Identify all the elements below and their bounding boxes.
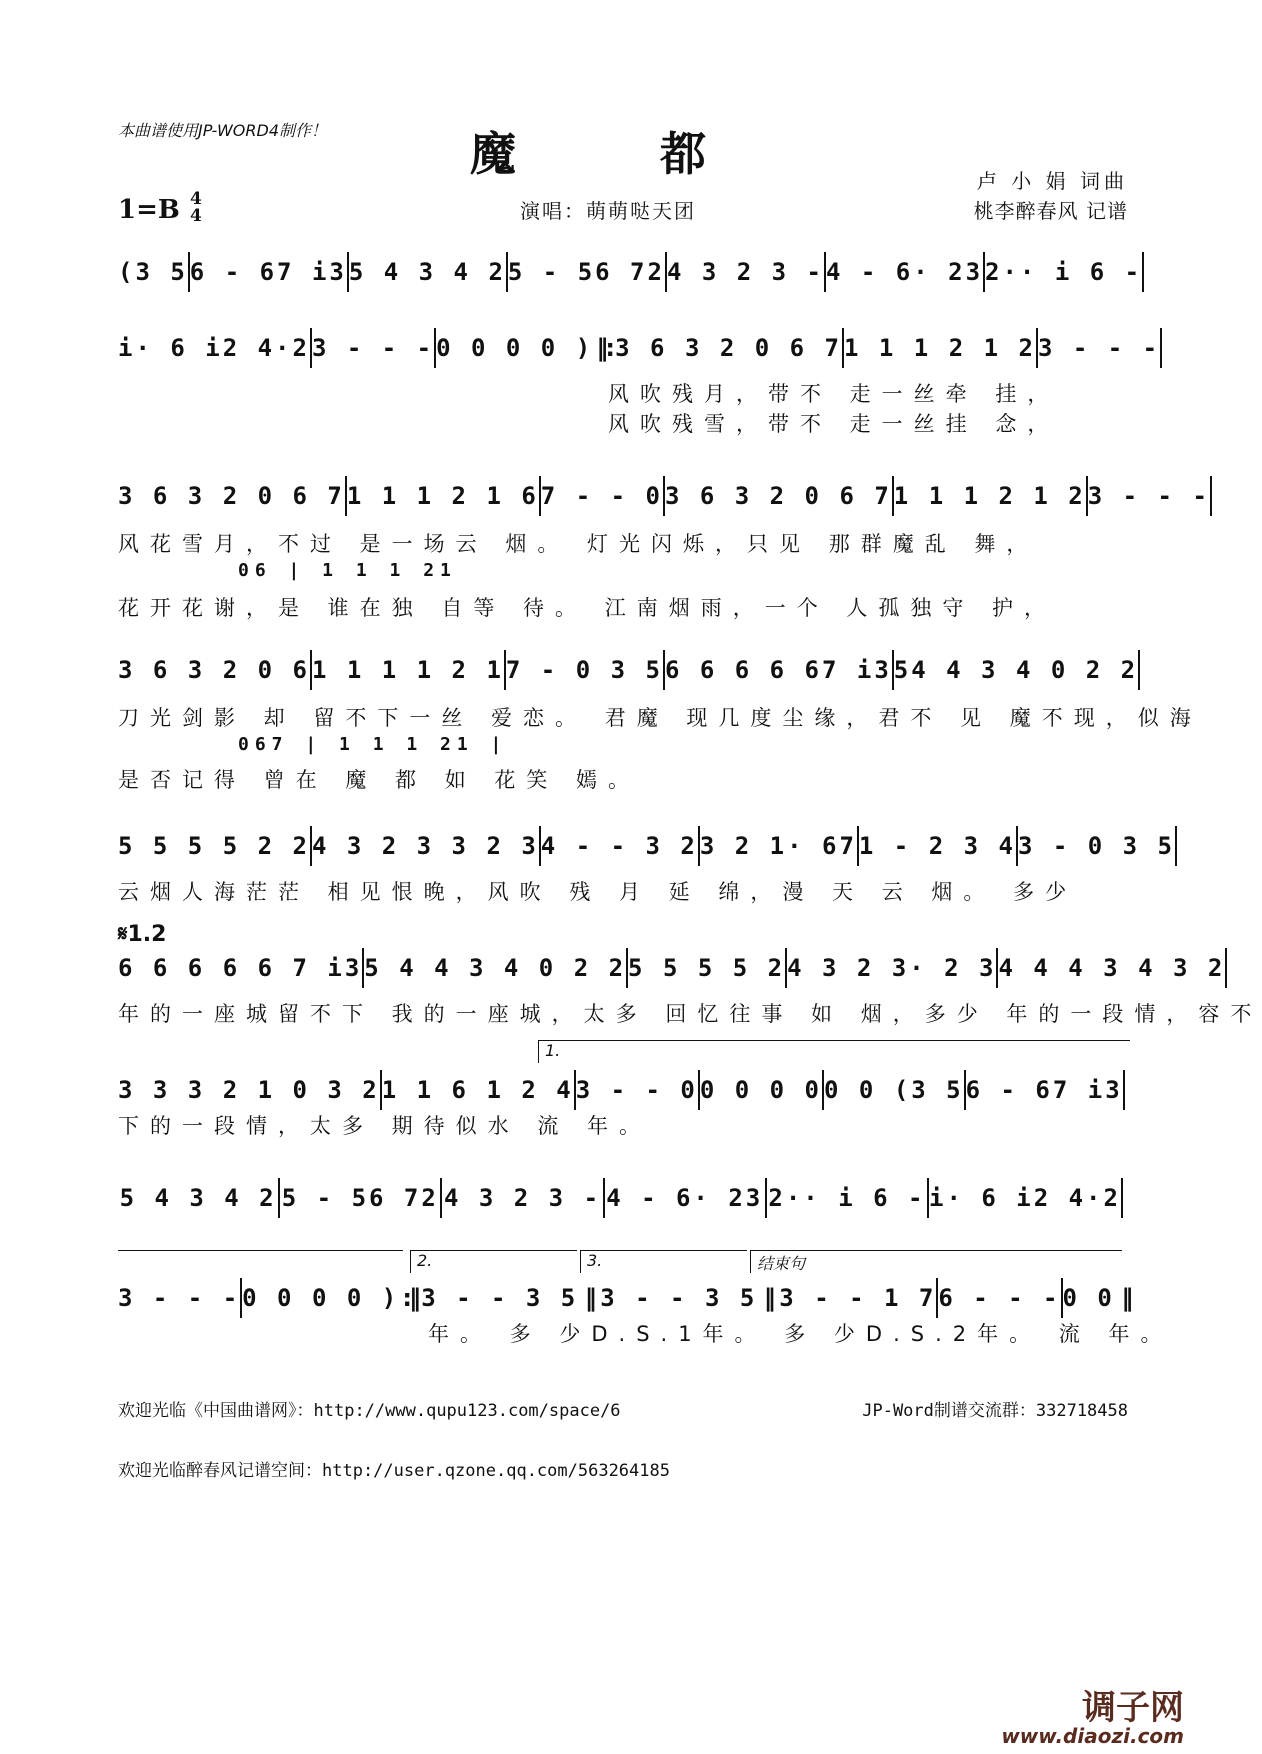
site-watermark-url: www.diaozi.com <box>1001 1724 1184 1748</box>
bar-line <box>1225 948 1227 988</box>
staff-row-4 <box>118 650 1139 690</box>
measure: 5 4 3 4 2 <box>348 258 506 286</box>
footer-group-note: JP-Word制谱交流群：332718458 <box>862 1401 1128 1421</box>
measure: 3 2 1· 67 <box>699 832 857 860</box>
measure: 3 - - - <box>1037 334 1161 362</box>
bar-line <box>1121 1178 1123 1218</box>
key-signature: 1=B <box>118 195 180 225</box>
measure: 3 6 3 2 0 6 7 <box>615 334 842 362</box>
measure: 6 - - - <box>938 1284 1061 1312</box>
prior-ending-line <box>118 1250 403 1251</box>
lyric-line: 下的一段情，太多 期待似水 流 年。 <box>118 1114 652 1138</box>
measure: 5 - 56 72 <box>507 258 665 286</box>
lyric-line: 年的一座城留不下 我的一座城，太多 回忆往事 如 烟，多少 年的一段情，容不 <box>118 1002 1262 1026</box>
footer-space-note: 欢迎光临醉春风记谱空间：http://user.qzone.qq.com/563264185 <box>118 1461 670 1481</box>
measure: 3 6 3 2 0 6 7 <box>118 482 345 510</box>
measure: 3 - - - <box>1087 482 1210 510</box>
lyric-line: 刀光剑影 却 留不下一丝 爱恋。 君魔 现几度尘缘，君不 见 魔不现，似海 <box>118 706 1202 730</box>
double-bar-line: ‖ <box>763 1284 773 1312</box>
measure: 4 - 6· 23 <box>606 1184 764 1212</box>
alternate-lyric-line: 花开花谢，是 谁在独 自等 待。 江南烟雨，一个 人孤独守 护， <box>118 596 1057 620</box>
measure: 6 6 6 6 67 i3 <box>664 656 892 684</box>
measure: 5 4 3 4 2 <box>119 1184 277 1212</box>
lyric-line: 年。 多 少D.S.1年。 多 少D.S.2年。 流 年。 <box>428 1322 1173 1346</box>
bar-line <box>1142 252 1144 292</box>
site-watermark: 调子网 <box>1082 1688 1184 1728</box>
measure: 3 6 3 2 0 6 7 <box>664 482 892 510</box>
measure: 1 1 1 2 1 2 <box>893 482 1086 510</box>
bar-line <box>1175 826 1177 866</box>
measure: (3 5 <box>118 258 188 286</box>
singer-credit: 演唱：萌萌哒天团 <box>520 199 696 223</box>
measure: 3 - - 1 7 <box>779 1284 937 1312</box>
final-bar-line: ‖ <box>1121 1284 1131 1312</box>
measure: 4 - 6· 23 <box>825 258 984 286</box>
staff-row-1 <box>118 252 1143 292</box>
measure: 3 - - 0 <box>575 1076 698 1104</box>
measure: 4 - - 3 2 <box>540 832 698 860</box>
measure: 2·· i 6 - <box>768 1184 926 1212</box>
measure: 3 - 0 3 5 <box>1017 832 1175 860</box>
third-ending-bracket: 3. <box>580 1250 747 1273</box>
measure: 3 - - 3 5 <box>421 1284 579 1312</box>
measure: 3 6 3 2 0 6 <box>118 656 310 684</box>
staff-row-5 <box>118 826 1175 866</box>
bar-line <box>1210 476 1212 516</box>
lyric-line: 风吹残雪，带不 走一丝挂 念， <box>608 412 1060 436</box>
transcriber-credit: 桃李醉春风 记谱 <box>973 199 1128 223</box>
second-ending-bracket: 2. <box>410 1250 577 1273</box>
measure: 3 - - 3 5 <box>600 1284 758 1312</box>
bar-line <box>1123 1070 1125 1110</box>
measure: 1 1 1 2 1 2 <box>844 334 1036 362</box>
measure: 54 4 3 4 0 2 2 <box>893 656 1139 684</box>
lyric-line: 风花雪月，不过 是一场云 烟。 灯光闪烁，只见 那群魔乱 舞， <box>118 532 1039 556</box>
measure: 4 4 4 3 4 3 2 <box>998 954 1226 982</box>
lyric-line: 风吹残月，带不 走一丝牵 挂， <box>608 382 1060 406</box>
measure: 4 3 2 3 3 2 3 <box>311 832 539 860</box>
bar-line <box>1160 328 1162 368</box>
alternate-lyric-line: 是否记得 曾在 魔 都 如 花笑 嫣。 <box>118 768 641 792</box>
measure: 0 0 0 0 ) <box>242 1284 400 1312</box>
measure: 1 1 6 1 2 4 <box>381 1076 574 1104</box>
coda-ending-bracket: 结束句 <box>750 1250 1122 1273</box>
staff-row-9 <box>118 1278 1131 1318</box>
measure: 5 - 56 72 <box>281 1184 439 1212</box>
measure: 6 6 6 6 6 7 i3 <box>118 954 363 982</box>
measure: 3 3 3 2 1 0 3 2 <box>118 1076 380 1104</box>
measure: 2·· i 6 - <box>985 258 1143 286</box>
measure: 0 0 <box>1062 1284 1115 1312</box>
song-title: 魔 都 <box>469 127 770 181</box>
measure: 5 5 5 5 2 2 <box>118 832 310 860</box>
double-bar-line: ‖ <box>584 1284 594 1312</box>
first-ending-bracket: 1. <box>538 1040 1130 1063</box>
bar-line <box>1138 650 1140 690</box>
measure: 1 1 1 1 2 1 <box>311 656 504 684</box>
measure: 7 - - 0 <box>540 482 663 510</box>
measure: 0 0 0 0 ) <box>436 334 594 362</box>
alternate-notes: 06 | 1 1 1 21 <box>238 560 457 581</box>
measure: 5 5 5 5 2 <box>628 954 786 982</box>
measure: 6 - 67 i3 <box>189 258 347 286</box>
footer-website-note: 欢迎光临《中国曲谱网》：http://www.qupu123.com/space/6 <box>118 1401 621 1421</box>
segno-sign: 𝄋1.2 <box>118 922 167 947</box>
lyric-line: 云烟人海茫茫 相见恨晚，风吹 残 月 延 绵，漫 天 云 烟。 多少 <box>118 880 1078 904</box>
measure: 3 - - - <box>118 1284 241 1312</box>
software-credit-note: 本曲谱使用JP-WORD4制作！ <box>118 121 328 140</box>
staff-row-8 <box>118 1178 1123 1218</box>
measure: 1 - 2 3 4 <box>858 832 1016 860</box>
time-signature-bottom: 4 <box>190 206 202 226</box>
measure: 5 4 4 3 4 0 2 2 <box>364 954 627 982</box>
measure: 3 - - - <box>311 334 435 362</box>
alternate-notes: 067 | 1 1 1 21 | <box>238 734 508 755</box>
measure: 4 3 2 3 - <box>443 1184 602 1212</box>
measure: 7 - 0 3 5 <box>505 656 663 684</box>
time-signature-top: 4 <box>190 189 202 209</box>
repeat-start-sign: ‖: <box>596 334 612 362</box>
lyricist-credit: 卢 小 娟 词曲 <box>976 169 1128 193</box>
measure: 0 0 (3 5 <box>824 1076 964 1104</box>
time-signature <box>190 191 202 225</box>
measure: 0 0 0 0 <box>699 1076 823 1104</box>
measure: 1 1 1 2 1 6 <box>346 482 539 510</box>
staff-row-7 <box>118 1070 1123 1110</box>
measure: 6 - 67 i3 <box>965 1076 1123 1104</box>
measure: 4 3 2 3· 2 3 <box>787 954 997 982</box>
staff-row-3 <box>118 476 1210 516</box>
repeat-end-sign: :‖ <box>402 1284 418 1312</box>
staff-row-6 <box>118 948 1226 988</box>
measure: i· 6 i2 4·2 <box>929 1184 1121 1212</box>
measure: i· 6 i2 4·2 <box>118 334 310 362</box>
measure: 4 3 2 3 - <box>666 258 824 286</box>
staff-row-2 <box>118 328 1161 368</box>
